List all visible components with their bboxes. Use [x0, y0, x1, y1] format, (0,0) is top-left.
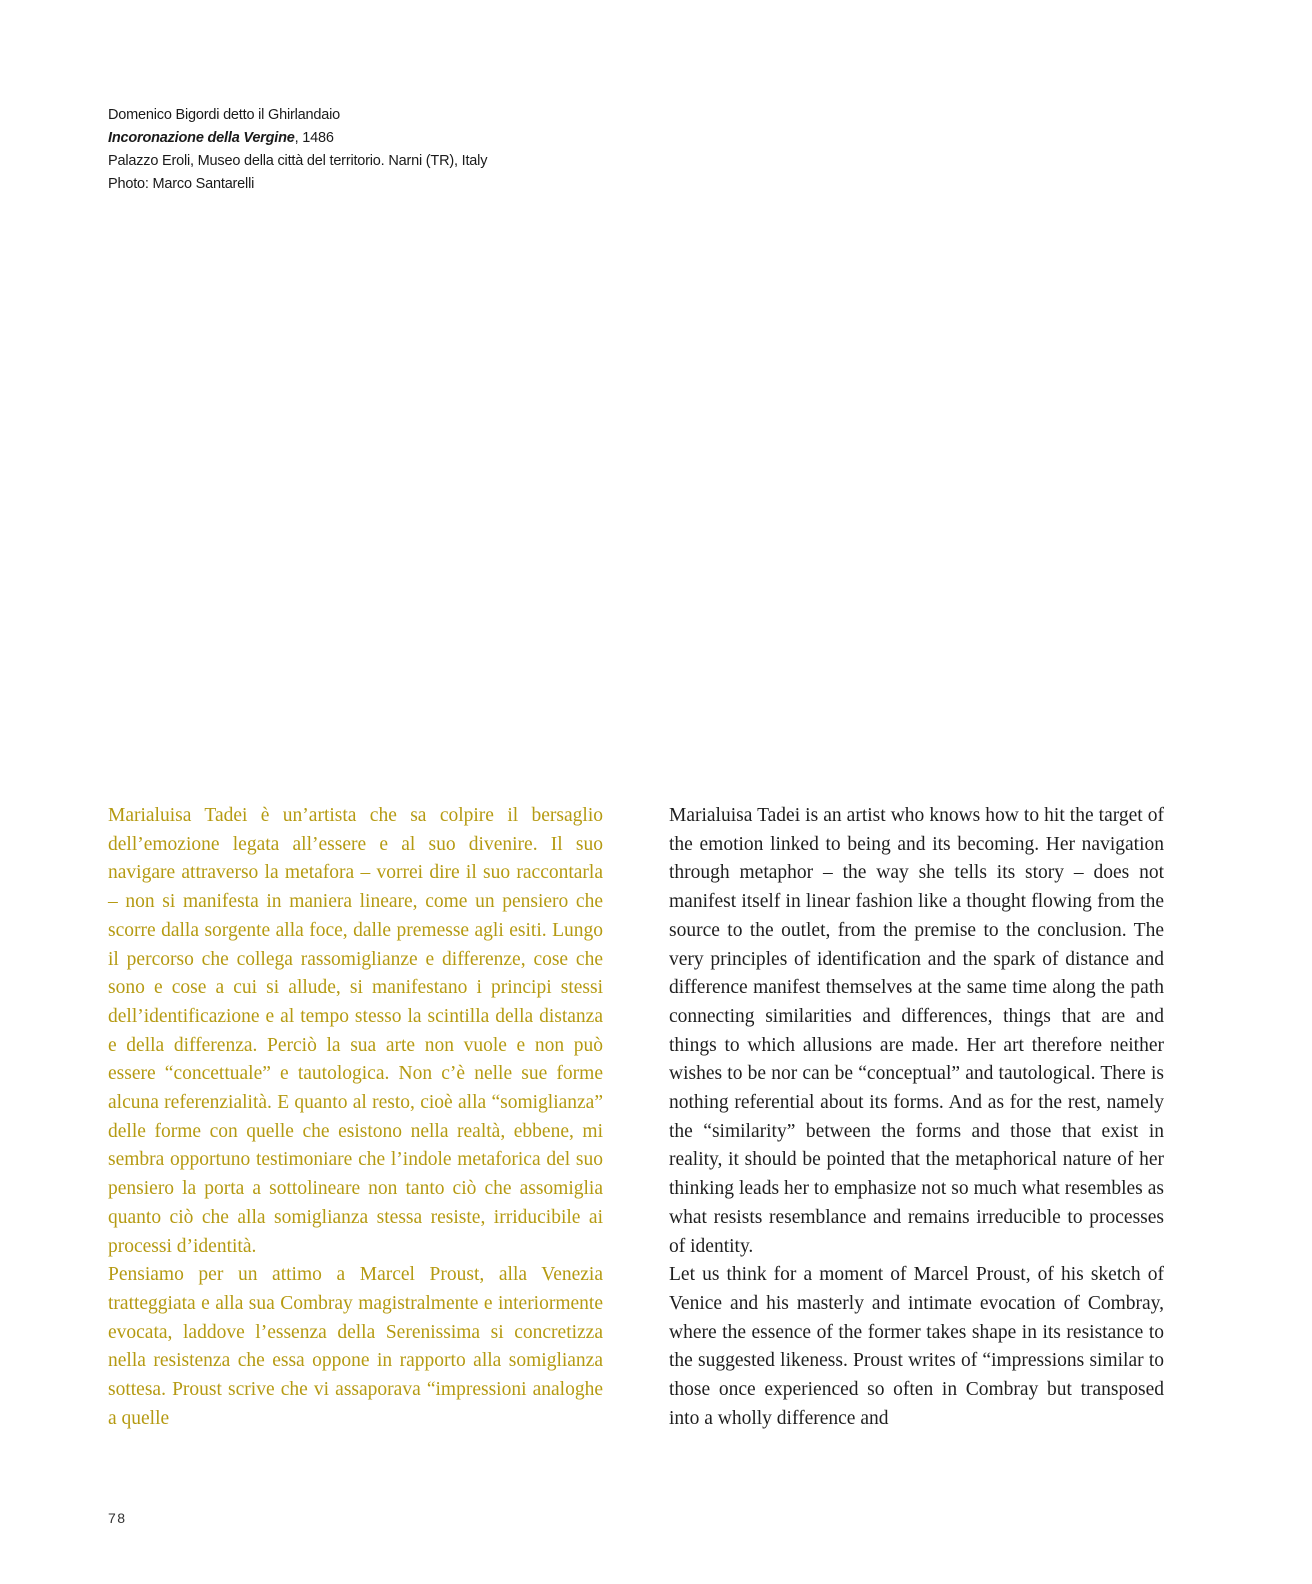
caption-artwork-title: Incoronazione della Vergine [108, 130, 295, 146]
caption-photo-credit: Photo: Marco Santarelli [108, 176, 255, 192]
english-text-column [669, 802, 1164, 1433]
caption-artist: Domenico Bigordi detto il Ghirlandaio [108, 107, 340, 123]
english-paragraph-1: Marialuisa Tadei is an artist who knows how to hit the target of the emotion linked to being and its becoming. Her navigation through metaphor – the way she tells its story – does not manifest itself in linear fashion like a thought flowing from the source to the outlet, from the premise to the conclusion. The very principles of identification and the spark of distance and difference manifest themselves at the same time along the path connecting similarities and differences, things that are and things to which allusions are made. Her art therefore neither wishes to be nor can be “conceptual” and tautological. There is nothing referential about its forms. And as for the rest, namely the “similarity” between the forms and those that exist in reality, it should be pointed that the metaphorical nature of her thinking leads her to emphasize not so much what resembles as what resists resemblance and remains irreducible to processes of identity. [669, 805, 1164, 1257]
english-paragraph-2: Let us think for a moment of Marcel Proust, of his sketch of Venice and his masterly and intimate evocation of Combray, where the essence of the former takes shape in its resistance to the suggested likeness. Proust writes of “impressions similar to those once experienced so often in Combray but transposed into a wholly difference and [669, 1264, 1164, 1429]
italian-paragraph-1: Marialuisa Tadei è un’artista che sa colpire il bersaglio dell’emozione legata all’essere e al suo divenire. Il suo navigare attraverso la metafora – vorrei dire il suo raccontarla – non si manifesta in maniera lineare, come un pensiero che scorre dalla sorgente alla foce, dalle premesse agli esiti. Lungo il percorso che collega rassomiglianze e differenze, cose che sono e cose a cui si allude, si manifestano i principi stessi dell’identificazione e al tempo stesso la scintilla della distanza e della differenza. Perciò la sua arte non vuole e non può essere “concettuale” e tautologica. Non c’è nelle sue forme alcuna referenzialità. E quanto al resto, cioè alla “somiglianza” delle forme con quelle che esistono nella realtà, ebbene, mi sembra opportuno testimoniare che l’indole metaforica del suo pensiero la porta a sottolineare non tanto ciò che assomiglia quanto ciò che alla somiglianza stessa resiste, irriducibile ai processi d’identità. [108, 805, 603, 1257]
image-caption [108, 104, 487, 196]
caption-title-row [108, 127, 487, 150]
italian-text-column [108, 802, 603, 1433]
italian-paragraph-2: Pensiamo per un attimo a Marcel Proust, alla Venezia tratteggiata e alla sua Combray magistralmente e interiormente evocata, laddove l’essenza della Serenissima si concretizza nella resistenza che essa oppone in rapporto alla somiglianza sottesa. Proust scrive che vi assaporava “impressioni analoghe a quelle [108, 1264, 603, 1429]
caption-artwork-year: , 1486 [294, 130, 334, 146]
caption-location: Palazzo Eroli, Museo della città del territorio. Narni (TR), Italy [108, 153, 488, 169]
page-number: 78 [108, 1510, 127, 1526]
